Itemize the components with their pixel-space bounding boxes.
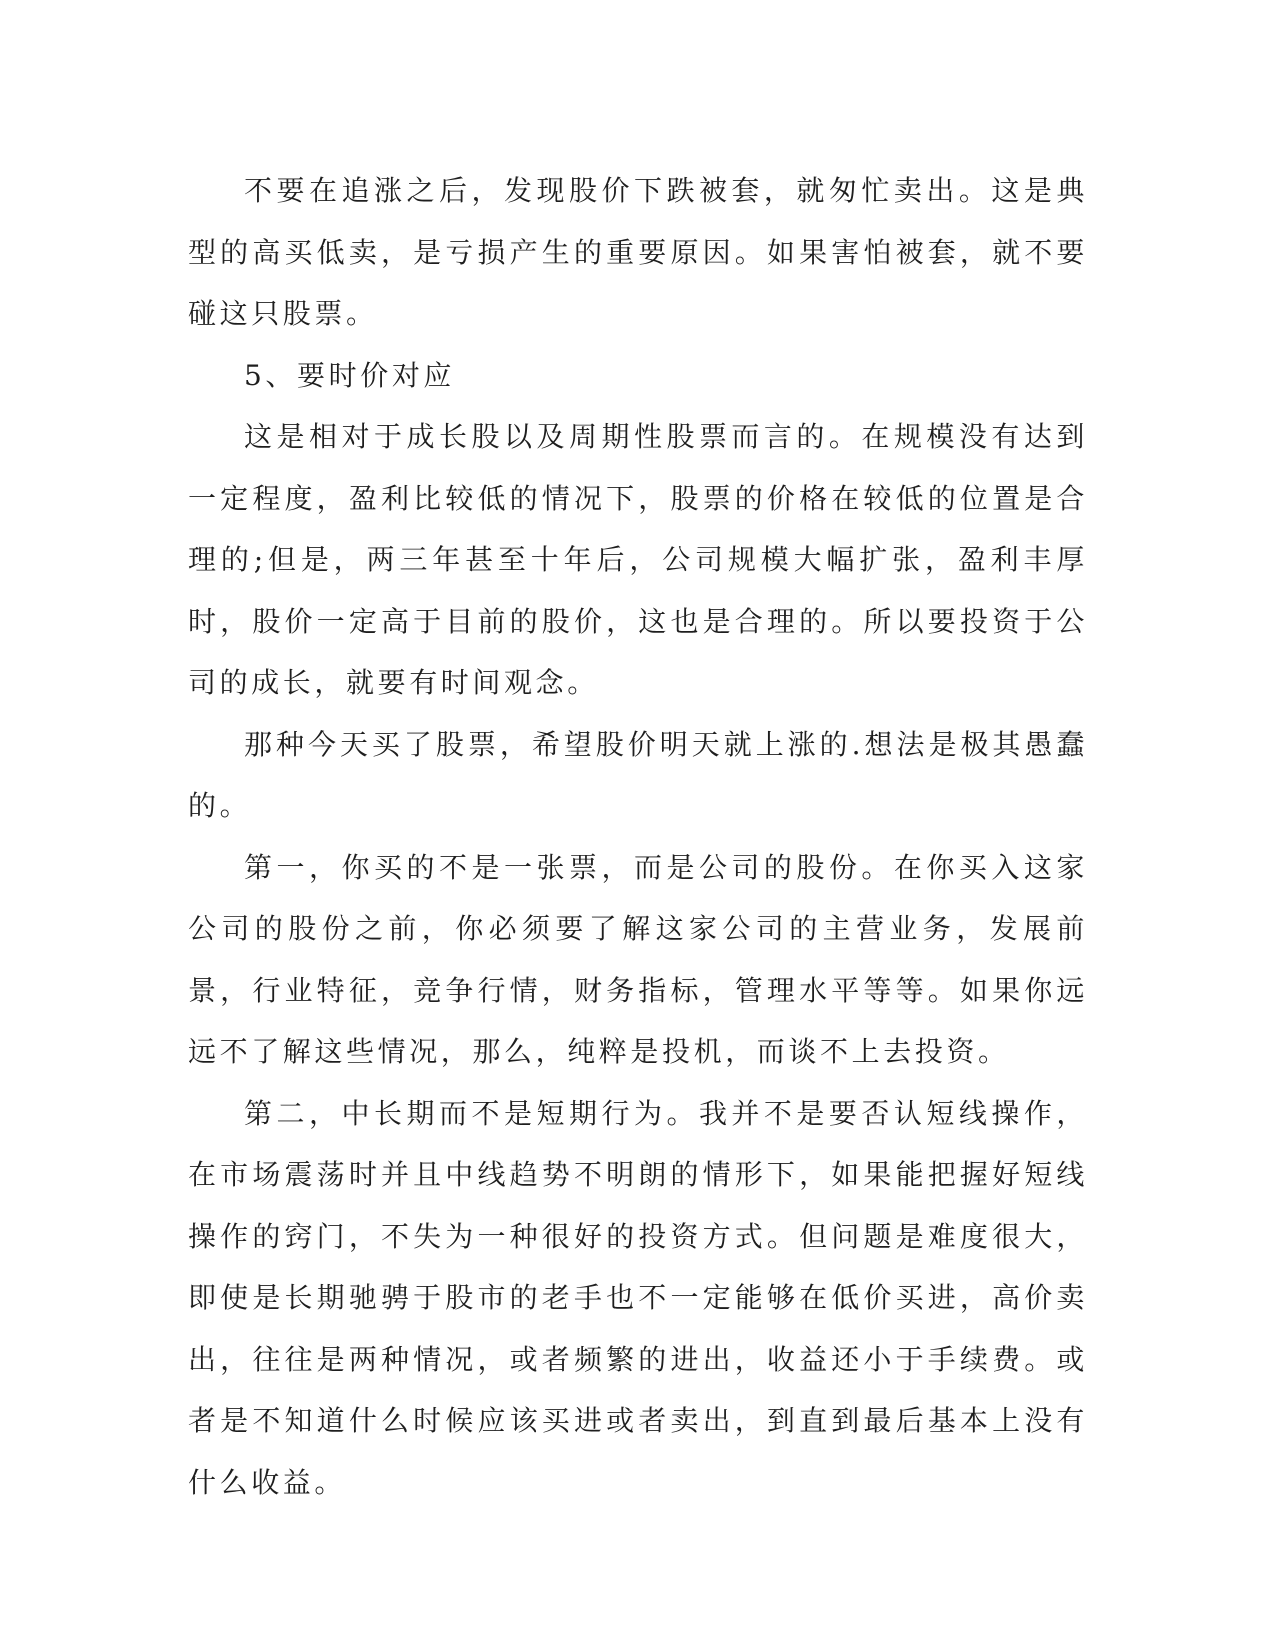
document-body (188, 160, 1088, 1513)
paragraph-growth-stocks: 这是相对于成长股以及周期性股票而言的。在规模没有达到一定程度，盈利比较低的情况下，股票的价格在较低的位置是合理的;但是，两三年甚至十年后，公司规模大幅扩张，盈利丰厚时，股价一定高于目前的股价，这也是合理的。所以要投资于公司的成长，就要有时间观念。 (188, 420, 1088, 699)
paragraph-point-two: 第二，中长期而不是短期行为。我并不是要否认短线操作，在市场震荡时并且中线趋势不明朗的情形下，如果能把握好短线操作的窍门，不失为一种很好的投资方式。但问题是难度很大，即使是长期驰骋于股市的老手也不一定能够在低价买进，高价卖出，往往是两种情况，或者频繁的进出，收益还小于手续费。或者是不知道什么时候应该买进或者卖出，到直到最后基本上没有什么收益。 (188, 1096, 1088, 1499)
section-heading-time-price: 5、要时价对应 (244, 358, 456, 392)
paragraph-point-one: 第一，你买的不是一张票，而是公司的股份。在你买入这家公司的股份之前，你必须要了解这家公司的主营业务，发展前景，行业特征，竞争行情，财务指标，管理水平等等。如果你远远不了解这些情况，那么，纯粹是投机，而谈不上去投资。 (188, 850, 1088, 1068)
paragraph-chasing-rally: 不要在追涨之后，发现股价下跌被套，就匆忙卖出。这是典型的高买低卖，是亏损产生的重要原因。如果害怕被套，就不要碰这只股票。 (188, 174, 1088, 330)
paragraph-foolish-idea: 那种今天买了股票，希望股价明天就上涨的.想法是极其愚蠢的。 (188, 727, 1088, 822)
